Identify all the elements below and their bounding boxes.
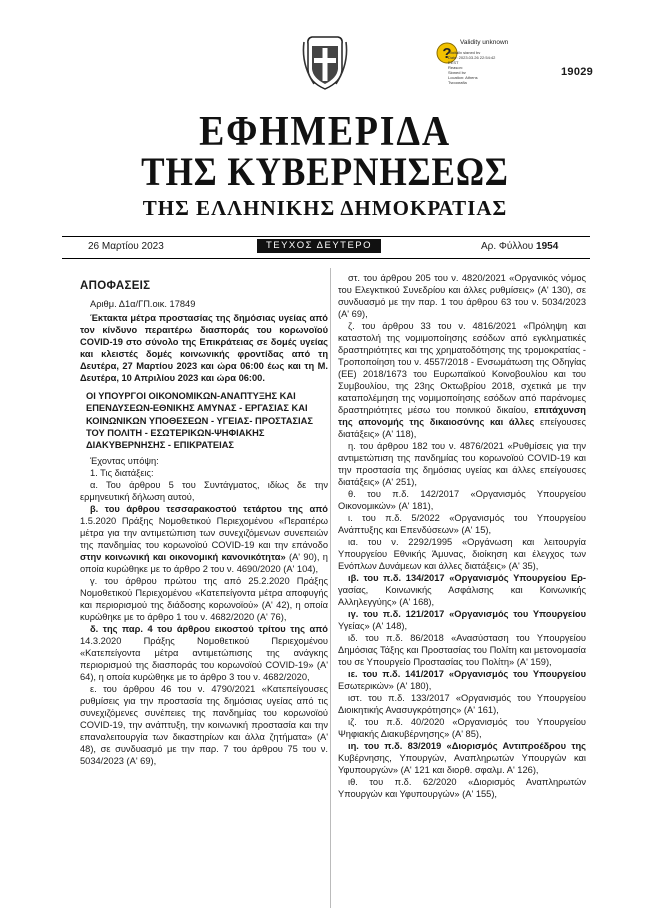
provision-th: θ. του π.δ. 142/2017 «Οργανισμός Υπουργείου Οικονομικών» (Α' 181), [338, 489, 586, 511]
signature-line: Date: 2023.03.26 22:54:42 [448, 55, 496, 59]
provision-b-bold: β. του άρθρου τεσσαρακοστού τετάρτου της από [90, 504, 328, 515]
provision-ie-bold: ιε. του π.δ. 141/2017 «Οργανισμός του Υπουργείου [348, 669, 586, 679]
signature-line: Signed by [448, 70, 466, 74]
page-issue-number: 19029 [561, 66, 594, 78]
masthead-title-line1: ΕΦΗΜΕΡΙΔΑ [199, 109, 451, 155]
provision-z-bold: επιτάχυνση της απονομής της δικαιοσύνης και άλλες [338, 405, 586, 427]
left-column [80, 272, 328, 767]
issuing-ministers: ΟΙ ΥΠΟΥΡΓΟΙ ΟΙΚΟΝΟΜΙΚΩΝ-ΑΝΑΠΤΥΞΗΣ ΚΑΙ ΕΠΕΝΔΥΣΕΩΝ-ΕΘΝΙΚΗΣ ΑΜΥΝΑΣ - ΕΡΓΑΣΙΑΣ ΚΑΙ ΚΟΙΝΩΝΙΚΩΝ ΥΠΟΘΕΣΕΩΝ - ΥΓΕΙΑΣ- ΠΡΟΣΤΑΣΙΑΣ ΤΟΥ ΠΟΛΙΤΗ - ΕΣΩΤΕΡΙΚΩΝ-ΨΗΦΙΑΚΗΣ ΔΙΑΚΥΒΕΡΝΗΣΗΣ - ΕΠΙΚΡΑΤΕΙΑΣ [86, 391, 313, 451]
provision-h: η. του άρθρου 182 του ν. 4876/2021 «Ρυθμίσεις για την αντιμετώπιση της πανδημίας του κορωνοϊού COVID-19 και την προστασία της δημόσιας υγείας και άλλες επείγουσες διατάξεις» (Α' 251), [338, 441, 586, 487]
provision-d [80, 623, 328, 683]
provision-st: στ. του άρθρου 205 του ν. 4820/2021 «Οργανικός νόμος του Ελεγκτικού Συνεδρίου και άλλες ρυθμίσεις» (Α' 130), σε συνδυασμό με την παρ. 1 του άρθρου 63 του ν. 5034/2023 (Α' 69), [338, 273, 586, 319]
provision-d-text: 14.3.2020 Πράξης Νομοθετικού Περιεχομένου «Κατεπείγοντα μέτρα αντιμετώπισης της ανάγκης περιορισμού της διασποράς του κορωνοϊού COVID-19» (Α' 64), η οποία κυρώθηκε με το άρθρο 3 του ν. 4682/2020, [80, 636, 328, 683]
sheet-number: 1954 [536, 241, 559, 252]
issue-series: ΤΕΥΧΟΣ ΔΕΥΤΕΡΟ [257, 239, 381, 253]
provision-b-bold2: στην κοινωνική και οικονομική κανονικότητα» [80, 552, 286, 563]
signature-line: Location: Athens [448, 75, 478, 79]
provision-ig [338, 608, 586, 632]
masthead-subtitle: ΤΗΣ ΕΛΛΗΝΙΚΗΣ ΔΗΜΟΚΡΑΤΙΑΣ [142, 196, 508, 220]
signature-line: Digitally signed by [448, 50, 481, 54]
decision-reference: Αριθμ. Δ1α/ΓΠ.οικ. 17849 [90, 299, 196, 309]
column-divider [330, 268, 331, 908]
sheet-label: Αρ. Φύλλου [481, 241, 534, 252]
provision-z [338, 320, 586, 440]
provision-ith: ιθ. του π.δ. 62/2020 «Διορισμός Αναπληρωτών Υπουργών και Υφυπουργών» (Α' 155), [338, 777, 586, 799]
provision-e: ε. του άρθρου 46 του ν. 4790/2021 «Κατεπείγουσες ρυθμίσεις για την προστασία της δημόσιας υγείας από τις συνεχιζόμενες συνέπειες της πανδημίας του κορωνοϊού COVID-19, την ανάπτυξη, την κοινωνική προστασία και την επαναλειτουργία των δικαστηρίων και άλλα ζητήματα» (Α' 48), σε συνδυασμό με την παρ. 7 του άρθρου 75 του ν. 5034/2023 (Α' 69), [80, 684, 328, 767]
provision-ih-bold: ιη. του π.δ. 83/2019 «Διορισμός Αντιπροέδρου της [348, 741, 586, 751]
provision-iz: ιζ. του π.δ. 40/2020 «Οργανισμός του Υπουργείου Ψηφιακής Διακυβέρνησης» (Α' 85), [338, 717, 586, 739]
issue-date: 26 Μαρτίου 2023 [88, 241, 164, 252]
provision-ib-bold: ιβ. του π.δ. 134/2017 «Οργανισμός Υπουργείου Ερ- [348, 573, 586, 583]
header-rule-bottom [62, 258, 590, 259]
provision-z-end: επείγουσες διατάξεις» (Α' 118), [338, 417, 586, 439]
greek-coat-of-arms-icon [302, 34, 348, 92]
provision-id: ιδ. του π.δ. 86/2018 «Ανασύσταση του Υπουργείου Δημόσιας Τάξης και Προστασίας του Πολίτη και μετονομασία του σε Υπουργείο Προστασίας του Πολίτη» (Α' 159), [338, 633, 586, 667]
provision-ie-text: Εσωτερικών» (Α' 180), [338, 681, 432, 691]
provision-ib [338, 572, 586, 608]
provision-b-text2: (Α' 90), η οποία κυρώθηκε με το άρθρο 2 του ν. 4690/2020 (Α' 104), [80, 552, 328, 575]
provision-b [80, 503, 328, 575]
provision-i: ι. του π.δ. 5/2022 «Οργανισμός του Υπουργείου Ανάπτυξης και Επενδύσεων» (Α' 15), [338, 513, 586, 535]
provision-a: α. Του άρθρου 5 του Συντάγματος, ιδίως δε την ερμηνευτική δήλωση αυτού, [80, 480, 328, 503]
signature-validity: Validity unknown [460, 39, 509, 46]
provision-ie [338, 668, 586, 692]
considering-label: Έχοντας υπόψη: [90, 456, 159, 467]
decision-title: Έκτακτα μέτρα προστασίας της δημόσιας υγείας από τον κίνδυνο περαιτέρω διασποράς του κορωνοϊού COVID-19 στο σύνολο της Επικράτειας σε δομές υγείας και κλειστές δομές κοινωνικής φροντίδας από τη Δευτέρα, 27 Μαρτίου 2023 και ώρα 06:00 έως και τη Μ. Δευτέρα, 10 Απριλίου 2023 και ώρα 06:00. [80, 313, 328, 383]
signature-line: Typografia [448, 80, 467, 84]
provision-ib-text: γασίας, Κοινωνικής Ασφάλισης και Κοινωνικής Αλληλεγγύης» (Α' 168), [338, 585, 586, 607]
digital-signature-stamp [436, 40, 520, 92]
provision-ih-text: Κυβέρνησης, Υπουργών, Αναπληρωτών Υπουργών και Υφυπουργών» (Α' 121 και διορθ. σφαλμ. Α' 126), [338, 753, 586, 775]
svg-text:?: ? [442, 45, 452, 62]
provision-c: γ. του άρθρου πρώτου της από 25.2.2020 Πράξης Νομοθετικού Περιεχομένου «Κατεπείγοντα μέτρα αποφυγής και περιορισμού της διάδοσης κορωνοϊού» (Α' 42), η οποία κυρώθηκε με το άρθρο 1 του ν. 4682/2020 (Α' 76), [80, 576, 328, 623]
sheet-number-field [481, 241, 558, 252]
provision-ih [338, 740, 586, 776]
provision-ia: ια. του ν. 2292/1995 «Οργάνωση και λειτουργία Υπουργείου Εθνικής Άμυνας, διοίκηση και έλεγχος των Ενόπλων Δυνάμεων και άλλες διατάξεις» (Α' 35), [338, 537, 586, 571]
section-heading: ΑΠΟΦΑΣΕΙΣ [80, 280, 151, 292]
right-column [338, 272, 586, 800]
provision-ig-bold: ιγ. του π.δ. 121/2017 «Οργανισμός του Υπουργείου [348, 609, 586, 619]
signature-line: EEST [448, 60, 459, 64]
provision-z-text: ζ. του άρθρου 33 του ν. 4816/2021 «Πρόληψη και καταστολή της νομιμοποίησης εσόδων από εγκληματικές δραστηριότητες και της χρηματοδότησης της τρομοκρατίας - Τροποποίηση του ν. 4557/2018 - Ενσωμάτωση της Οδηγίας (ΕΕ) 2018/1673 του Ευρωπαϊκού Κοινοβουλίου και του Συμβουλίου, της 23ης Οκτωβρίου 2018, σχετικά με την καταπολέμηση της νομιμοποίησης εσόδων από παράνομες δραστηριότητες μέσω του ποινικού δικαίου, [338, 321, 586, 415]
provision-ig-text: Υγείας» (Α' 148), [338, 621, 408, 631]
provision-ist: ιστ. του π.δ. 133/2017 «Οργανισμός του Υπουργείου Διοικητικής Ανασυγκρότησης» (Α' 161), [338, 693, 586, 715]
masthead-title-line2: ΤΗΣ ΚΥΒΕΡΝΗΣΕΩΣ [141, 149, 509, 194]
provisions-label: 1. Τις διατάξεις: [90, 468, 154, 479]
signature-line: Reason: [448, 65, 463, 69]
provision-d-bold: δ. της παρ. 4 του άρθρου εικοστού τρίτου της από [90, 624, 328, 635]
provision-b-text: 1.5.2020 Πράξης Νομοθετικού Περιεχομένου «Περαιτέρω μέτρα για την αντιμετώπιση των συνεχιζόμενων συνεπειών της πανδημίας του κορωνοϊού COVID-19 και την επάνοδο [80, 516, 328, 551]
header-rule-top [62, 236, 590, 237]
